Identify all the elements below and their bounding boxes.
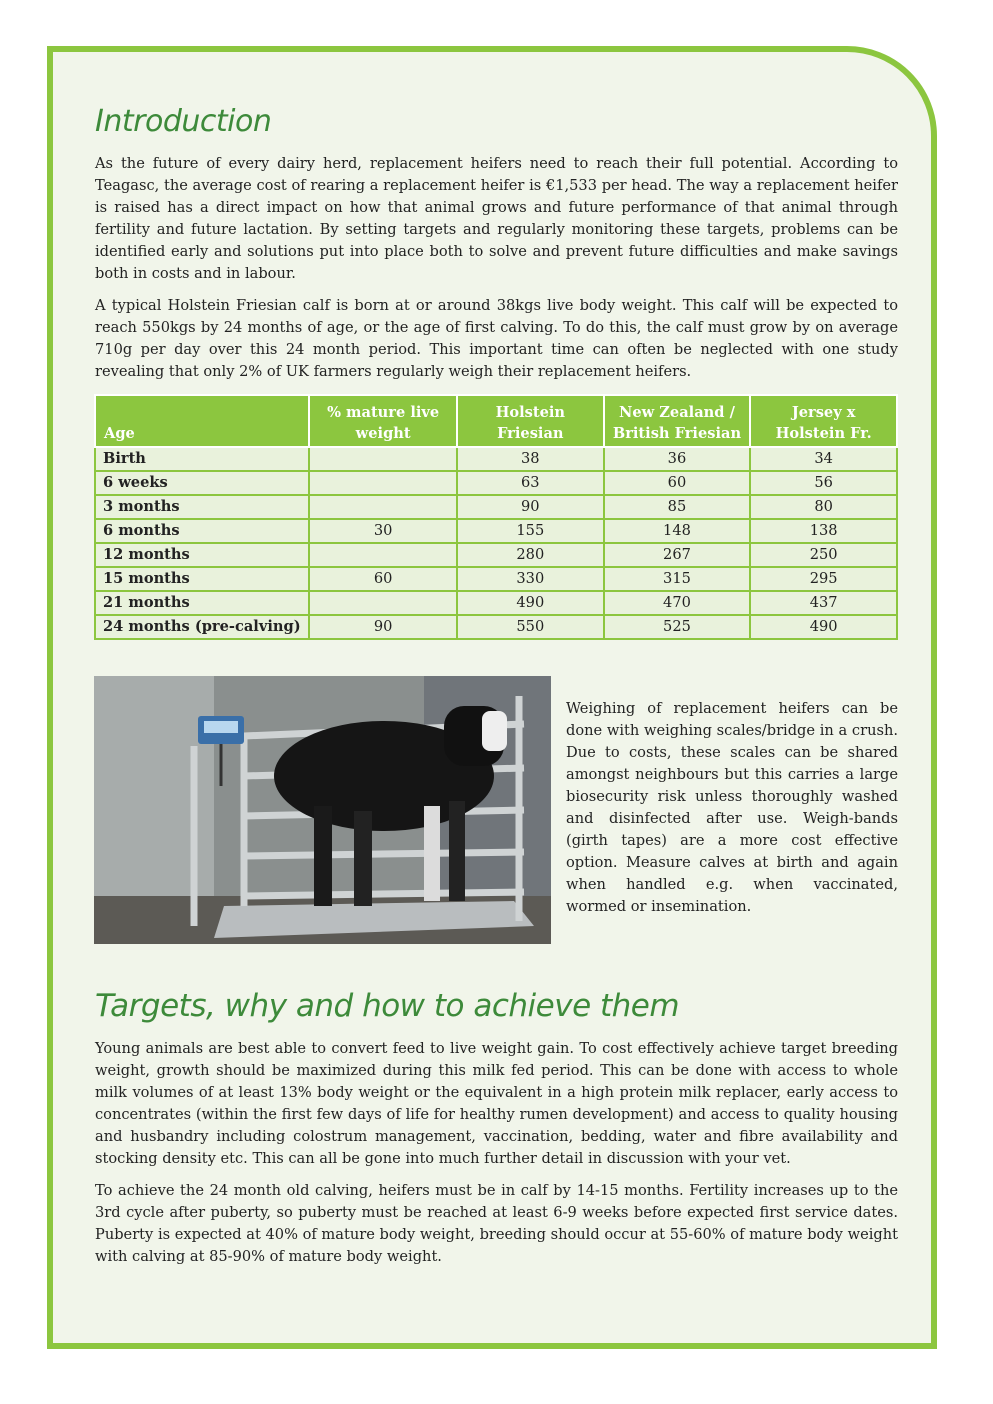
table-cell-value: 34 bbox=[750, 447, 897, 471]
targets-paragraph-1: Young animals are best able to convert feed to live weight gain. To cost effectively achieve target breeding weight, growth should be maximized during this milk fed period. This can be done with access to whole milk volumes of at least 13% body weight or the equivalent in a high protein milk replacer, early access to concentrates (within the first few days of life for healthy rumen development) and access to quality housing and husbandry including colostrum management, vaccination, bedding, water and fibre availability and stocking density etc. This can all be gone into much further detail in discussion with your vet. bbox=[95, 1040, 898, 1167]
calf-weighing-photo bbox=[94, 676, 551, 944]
table-cell-value bbox=[309, 471, 457, 495]
table-cell-value: 56 bbox=[750, 471, 897, 495]
table-cell-value: 36 bbox=[604, 447, 751, 471]
table-cell-value: 280 bbox=[457, 543, 604, 567]
table-cell-value: 138 bbox=[750, 519, 897, 543]
table-cell-value bbox=[309, 495, 457, 519]
table-cell-value: 60 bbox=[309, 567, 457, 591]
weighing-description: Weighing of replacement heifers can be done with weighing scales/bridge in a crush. Due to costs, these scales can be shared amongst neighbours but this carries a large biosecurity risk unless thoroughly washed and disinfected after use. Weigh-bands (girth tapes) are a more cost effective option. Measure calves at birth and again when handled e.g. when vaccinated, wormed or insemination. bbox=[566, 700, 898, 915]
table-cell-age: Birth bbox=[95, 447, 309, 471]
table-cell-value: 550 bbox=[457, 615, 604, 639]
header-nz-british-friesian: New Zealand / British Friesian bbox=[604, 395, 751, 447]
header-holstein-friesian: Holstein Friesian bbox=[457, 395, 604, 447]
table-cell-age: 15 months bbox=[95, 567, 309, 591]
intro-paragraph-1: As the future of every dairy herd, replacement heifers need to reach their full potential. According to Teagasc, the average cost of rearing a replacement heifer is €1,533 per head. The way a replacement heifer is raised has a direct impact on how that animal grows and future performance of that animal through fertility and future lactation. By setting targets and regularly monitoring these targets, problems can be identified early and solutions put into place both to solve and prevent future difficulties and make savings both in costs and in labour. bbox=[95, 155, 898, 282]
table-cell-age: 12 months bbox=[95, 543, 309, 567]
table-cell-value: 30 bbox=[309, 519, 457, 543]
table-cell-value: 90 bbox=[457, 495, 604, 519]
table-cell-value: 490 bbox=[750, 615, 897, 639]
header-age: Age bbox=[95, 395, 309, 447]
table-cell-value: 90 bbox=[309, 615, 457, 639]
table-cell-value: 60 bbox=[604, 471, 751, 495]
table-row bbox=[95, 543, 897, 567]
table-cell-value: 490 bbox=[457, 591, 604, 615]
table-cell-value: 315 bbox=[604, 567, 751, 591]
table-row bbox=[95, 591, 897, 615]
table-cell-age: 6 weeks bbox=[95, 471, 309, 495]
table-row bbox=[95, 471, 897, 495]
table-cell-value: 267 bbox=[604, 543, 751, 567]
intro-paragraph-2: A typical Holstein Friesian calf is born at or around 38kgs live body weight. This calf will be expected to reach 550kgs by 24 months of age, or the age of first calving. To do this, the calf must grow by on average 710g per day over this 24 month period. This important time can often be neglected with one study revealing that only 2% of UK farmers regularly weigh their replacement heifers. bbox=[95, 297, 898, 380]
header-mature-weight: % mature live weight bbox=[309, 395, 457, 447]
table-cell-value: 38 bbox=[457, 447, 604, 471]
table-cell-value bbox=[309, 543, 457, 567]
calf-on-scales-image bbox=[94, 676, 551, 944]
weight-targets-table bbox=[94, 394, 898, 640]
table-cell-value bbox=[309, 447, 457, 471]
table-cell-value: 295 bbox=[750, 567, 897, 591]
table-header-row bbox=[95, 395, 897, 447]
table-cell-age: 24 months (pre-calving) bbox=[95, 615, 309, 639]
table-cell-age: 3 months bbox=[95, 495, 309, 519]
table-cell-value: 80 bbox=[750, 495, 897, 519]
table-cell-value: 330 bbox=[457, 567, 604, 591]
table-cell-age: 21 months bbox=[95, 591, 309, 615]
table-cell-age: 6 months bbox=[95, 519, 309, 543]
table-row bbox=[95, 447, 897, 471]
table-cell-value: 437 bbox=[750, 591, 897, 615]
targets-heading: Targets, why and how to achieve them bbox=[95, 988, 680, 1024]
table-row bbox=[95, 615, 897, 639]
introduction-heading: Introduction bbox=[95, 104, 272, 139]
table-row bbox=[95, 519, 897, 543]
table-cell-value: 155 bbox=[457, 519, 604, 543]
table-cell-value: 63 bbox=[457, 471, 604, 495]
table-cell-value bbox=[309, 591, 457, 615]
table-cell-value: 470 bbox=[604, 591, 751, 615]
table-cell-value: 85 bbox=[604, 495, 751, 519]
header-jersey-holstein: Jersey x Holstein Fr. bbox=[750, 395, 897, 447]
table-row bbox=[95, 495, 897, 519]
table-cell-value: 148 bbox=[604, 519, 751, 543]
targets-paragraph-2: To achieve the 24 month old calving, heifers must be in calf by 14-15 months. Fertility increases up to the 3rd cycle after puberty, so puberty must be reached at least 6-9 weeks before expected first service dates. Puberty is expected at 40% of mature body weight, breeding should occur at 55-60% of mature body weight with calving at 85-90% of mature body weight. bbox=[95, 1182, 898, 1265]
table-cell-value: 250 bbox=[750, 543, 897, 567]
table-row bbox=[95, 567, 897, 591]
table-cell-value: 525 bbox=[604, 615, 751, 639]
